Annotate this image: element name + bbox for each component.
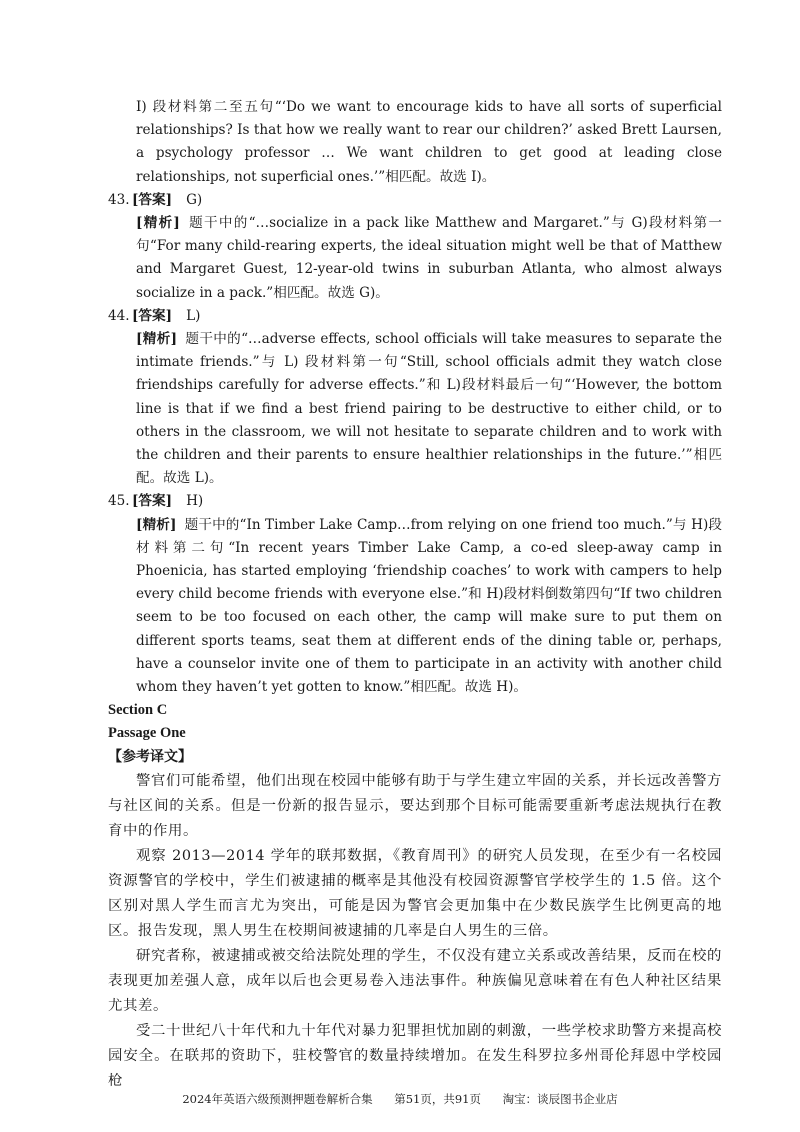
- q44-number: 44.: [108, 307, 130, 324]
- q45-analysis: [108, 514, 722, 700]
- q43-analysis: [108, 212, 722, 305]
- q42-analysis-continued: I) 段材料第二至五句“‘Do we want to encourage kids to have all sorts of superficial relationships? Is that how we really want to rear our children?’ asked Brett Laursen, a psychology professor … We want children to get good at leading close relationships, not superficial ones.’”相匹配。故选 I)。: [136, 99, 722, 185]
- q45-answer: H): [186, 493, 204, 510]
- q44-answer: L): [186, 307, 201, 324]
- q45-number: 45.: [108, 493, 130, 510]
- q43-answer: G): [186, 191, 203, 208]
- translation-paragraph: 观察 2013—2014 学年的联邦数据，《教育周刊》的研究人员发现，在至少有一名校园资源警官的学校中，学生们被逮捕的概率是其他没有校园资源警官学校学生的 1.5 倍。这个区别对黑人学生而言尤为突出，可能是因为警官会更加集中在少数民族学生比例更高的地区。报告发现，黑人男生在校期间被逮捕的几率是白人男生的三倍。: [108, 847, 722, 939]
- q45-analysis-tag: [精析]: [136, 516, 177, 533]
- page-content: [108, 96, 722, 1094]
- q43-analysis-tag: [精析]: [136, 215, 180, 232]
- footer-page-number: 第51页，共91页: [394, 1092, 482, 1106]
- translation-paragraph: 研究者称，被逮捕或被交给法院处理的学生，不仅没有建立关系或改善结果，反而在校的表现更加差强人意，成年以后也会更易卷入违法事件。种族偏见意味着在有色人种社区结果尤其差。: [108, 947, 722, 1014]
- footer-shop: 淘宝：谈辰图书企业店: [502, 1092, 618, 1106]
- translation-paragraph: 警官们可能希望，他们出现在校园中能够有助于与学生建立牢固的关系，并长远改善警方与社区间的关系。但是一份新的报告显示，要达到那个目标可能需要重新考虑法规执行在教育中的作用。: [108, 772, 722, 839]
- q43-answer-tag: [答案]: [132, 191, 173, 208]
- q45-answer-tag: [答案]: [132, 493, 173, 510]
- section-heading: Section C: [108, 702, 168, 719]
- footer-title: 2024年英语六级预测押题卷解析合集: [182, 1092, 373, 1106]
- q44-analysis-text: 题干中的“…adverse effects, school officials will take measures to separate the intimate friends.”与 L) 段材料第一句“Still, school officials admit they watch close friendships carefully for adverse effects.”和 L)段材料最后一句“‘However, the bottom line is that if we find a best friend pairing to be destructive to either child, or to others in the classroom, we will not hesitate to separate children and to work with the children and their parents to ensure healthier relationships in the future.’”相匹配。故选 L)。: [136, 331, 723, 487]
- question-45: [108, 490, 722, 699]
- q44-answer-tag: [答案]: [132, 307, 173, 324]
- page-footer: [0, 1091, 800, 1107]
- translation-label: 【参考译文】: [108, 748, 192, 765]
- q44-analysis-tag: [精析]: [136, 331, 178, 348]
- q43-number: 43.: [108, 191, 130, 208]
- question-43: [108, 189, 722, 305]
- q43-answer-line: [108, 189, 722, 212]
- question-44: [108, 305, 722, 491]
- translation-paragraph: 受二十世纪八十年代和九十年代对暴力犯罪担忧加剧的刺激，一些学校求助警方来提高校园安全。在联邦的资助下，驻校警官的数量持续增加。在发生科罗拉多州哥伦拜恩中学校园枪: [108, 1022, 722, 1089]
- q45-analysis-text: 题干中的“In Timber Lake Camp…from relying on one friend too much.”与 H)段材料第二句“In recent years Timber Lake Camp, a co-ed sleep-away camp in Phoenicia, has started employing ‘friendship coaches’ to work with campers to help every child become friends with everyone else.”和 H)段材料倒数第四句“If two children seem to be too focused on each other, the camp will make sure to put them on different sports teams, seat them at different ends of the dining table or, perhaps, have a counselor invite one of them to participate in an activity with another child whom they haven’t yet gotten to know.”相匹配。故选 H)。: [136, 516, 722, 696]
- q44-answer-line: [108, 305, 722, 328]
- q45-answer-line: [108, 490, 722, 513]
- q43-analysis-text: 题干中的“…socialize in a pack like Matthew and Margaret.”与 G)段材料第一句“For many child-rearing experts, the ideal situation might well be that of Matthew and Margaret Guest, 12-year-old twins in suburban Atlanta, who almost always socialize in a pack.”相匹配。故选 G)。: [136, 215, 722, 301]
- q44-analysis: [108, 328, 722, 490]
- passage-heading: Passage One: [108, 725, 186, 742]
